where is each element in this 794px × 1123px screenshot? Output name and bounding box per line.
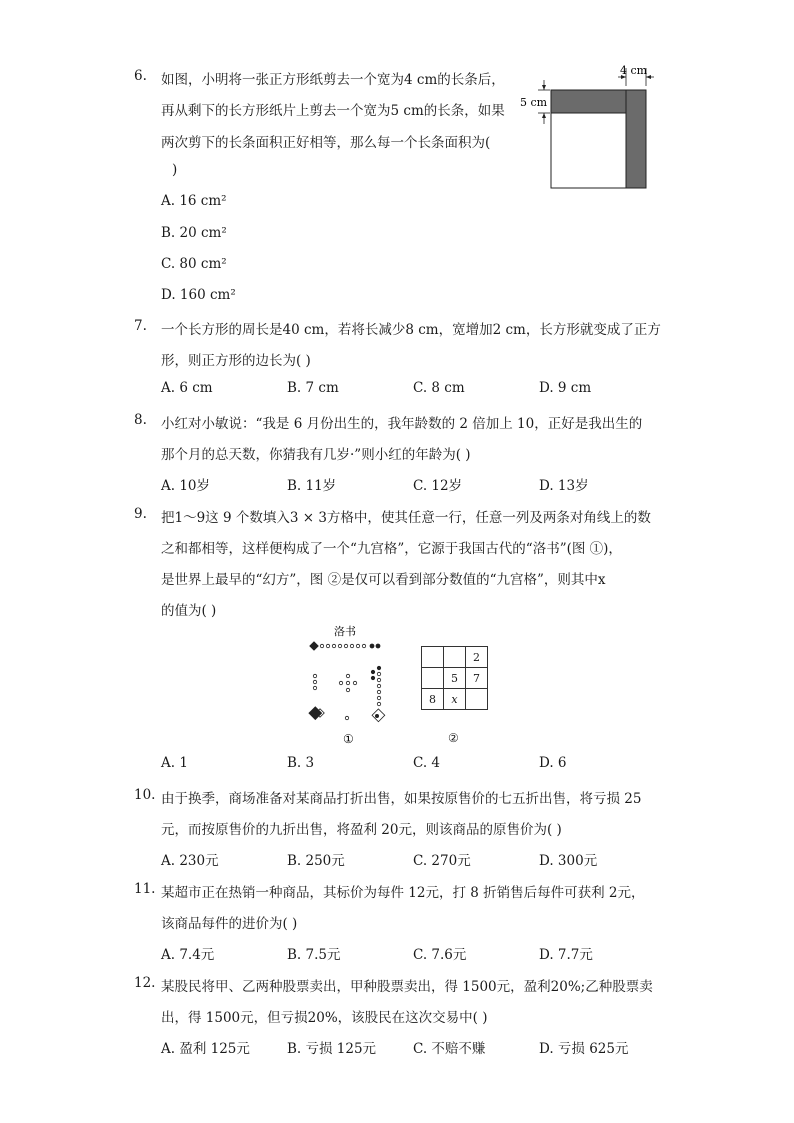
question-text: 的值为( ) — [161, 603, 217, 619]
option-c[interactable]: C. 不赔不赚 — [413, 1041, 486, 1057]
question-text: 一个长方形的周长是40 cm，若将长减少8 cm，宽增加2 cm，长方形就变成了正方 — [161, 322, 661, 338]
question-text: 之和都相等，这样便构成了一个“九宫格”，它源于我国古代的“洛书”(图 ①)， — [161, 541, 622, 557]
question-number: 9. — [134, 506, 147, 522]
grid-cell: 2 — [466, 647, 488, 668]
grid-cell — [444, 647, 466, 668]
question-text: 出，得 1500元，但亏损20%，该股民在这次交易中( ) — [161, 1010, 488, 1026]
option-b[interactable]: B. 20 cm² — [161, 225, 227, 241]
luoshu-title: 洛书 — [334, 625, 356, 638]
option-a[interactable]: A. 16 cm² — [161, 193, 227, 209]
figure-1-label: ① — [343, 732, 354, 746]
option-c[interactable]: C. 4 — [413, 755, 441, 771]
question-number: 12. — [134, 975, 156, 991]
question-text: 某股民将甲、乙两种股票卖出，甲种股票卖出，得 1500元，盈利20%;乙种股票卖 — [161, 979, 653, 995]
question-number: 10. — [134, 787, 156, 803]
grid-cell — [422, 668, 444, 689]
grid-cell: 5 — [444, 668, 466, 689]
grid-cell — [466, 689, 488, 710]
option-d[interactable]: D. 亏损 625元 — [539, 1041, 629, 1057]
option-a[interactable]: A. 230元 — [161, 853, 219, 869]
option-c[interactable]: C. 7.6元 — [413, 947, 467, 963]
question-text: 元，而按原售价的九折出售，将盈利 20元，则该商品的原售价为( ) — [161, 822, 562, 838]
option-d[interactable]: D. 13岁 — [539, 478, 589, 494]
question-number: 6. — [134, 68, 147, 84]
luoshu-figure — [300, 622, 400, 747]
option-b[interactable]: B. 7 cm — [287, 380, 339, 396]
nine-grid-table — [421, 646, 488, 710]
grid-cell: x — [444, 689, 466, 710]
grid-cell: 7 — [466, 668, 488, 689]
option-a[interactable]: A. 10岁 — [161, 478, 211, 494]
option-c[interactable]: C. 8 cm — [413, 380, 465, 396]
question-number: 8. — [134, 412, 147, 428]
question-text: 那个月的总天数，你猜我有几岁·”则小红的年龄为( ) — [161, 447, 471, 463]
question-number: 11. — [134, 881, 156, 897]
option-c[interactable]: C. 12岁 — [413, 478, 463, 494]
question-text: 如图，小明将一张正方形纸剪去一个宽为4 cm的长条后， — [161, 72, 505, 88]
square-paper-figure — [518, 60, 658, 192]
question-text: 某超市正在热销一种商品，其标价为每件 12元，打 8 折销售后每件可获利 2元， — [161, 885, 645, 901]
question-text: 两次剪下的长条面积正好相等，那么每一个长条面积为( — [161, 135, 491, 151]
option-b[interactable]: B. 11岁 — [287, 478, 337, 494]
question-text: 形，则正方形的边长为( ) — [161, 353, 311, 369]
question-text: ) — [172, 162, 178, 178]
option-b[interactable]: B. 3 — [287, 755, 315, 771]
option-d[interactable]: D. 300元 — [539, 853, 598, 869]
option-d[interactable]: D. 160 cm² — [161, 287, 236, 303]
option-a[interactable]: A. 盈利 125元 — [161, 1041, 250, 1057]
width-label-5cm: 5 cm — [520, 96, 548, 109]
option-b[interactable]: B. 7.5元 — [287, 947, 341, 963]
question-number: 7. — [134, 318, 147, 334]
option-c[interactable]: C. 270元 — [413, 853, 471, 869]
option-d[interactable]: D. 7.7元 — [539, 947, 593, 963]
width-label-4cm: 4 cm — [620, 64, 648, 77]
question-text: 该商品每件的进价为( ) — [161, 916, 298, 932]
option-b[interactable]: B. 250元 — [287, 853, 345, 869]
option-b[interactable]: B. 亏损 125元 — [287, 1041, 377, 1057]
option-a[interactable]: A. 7.4元 — [161, 947, 215, 963]
figure-2-label: ② — [448, 731, 459, 745]
option-d[interactable]: D. 9 cm — [539, 380, 592, 396]
option-c[interactable]: C. 80 cm² — [161, 256, 227, 272]
question-text: 是世界上最早的“幻方”，图 ②是仅可以看到部分数值的“九宫格”，则其中x — [161, 572, 606, 588]
question-text: 再从剩下的长方形纸片上剪去一个宽为5 cm的长条，如果 — [161, 103, 505, 119]
option-a[interactable]: A. 6 cm — [161, 380, 213, 396]
grid-cell: 8 — [422, 689, 444, 710]
option-d[interactable]: D. 6 — [539, 755, 567, 771]
option-a[interactable]: A. 1 — [161, 755, 188, 771]
grid-cell — [422, 647, 444, 668]
question-text: 把1～9这 9 个数填入3 × 3方格中，使其任意一行，任意一列及两条对角线上的数 — [161, 510, 651, 526]
question-text: 由于换季，商场准备对某商品打折出售，如果按原售价的七五折出售，将亏损 25 — [161, 791, 642, 807]
question-text: 小红对小敏说：“我是 6 月份出生的，我年龄数的 2 倍加上 10，正好是我出生的 — [161, 416, 643, 432]
